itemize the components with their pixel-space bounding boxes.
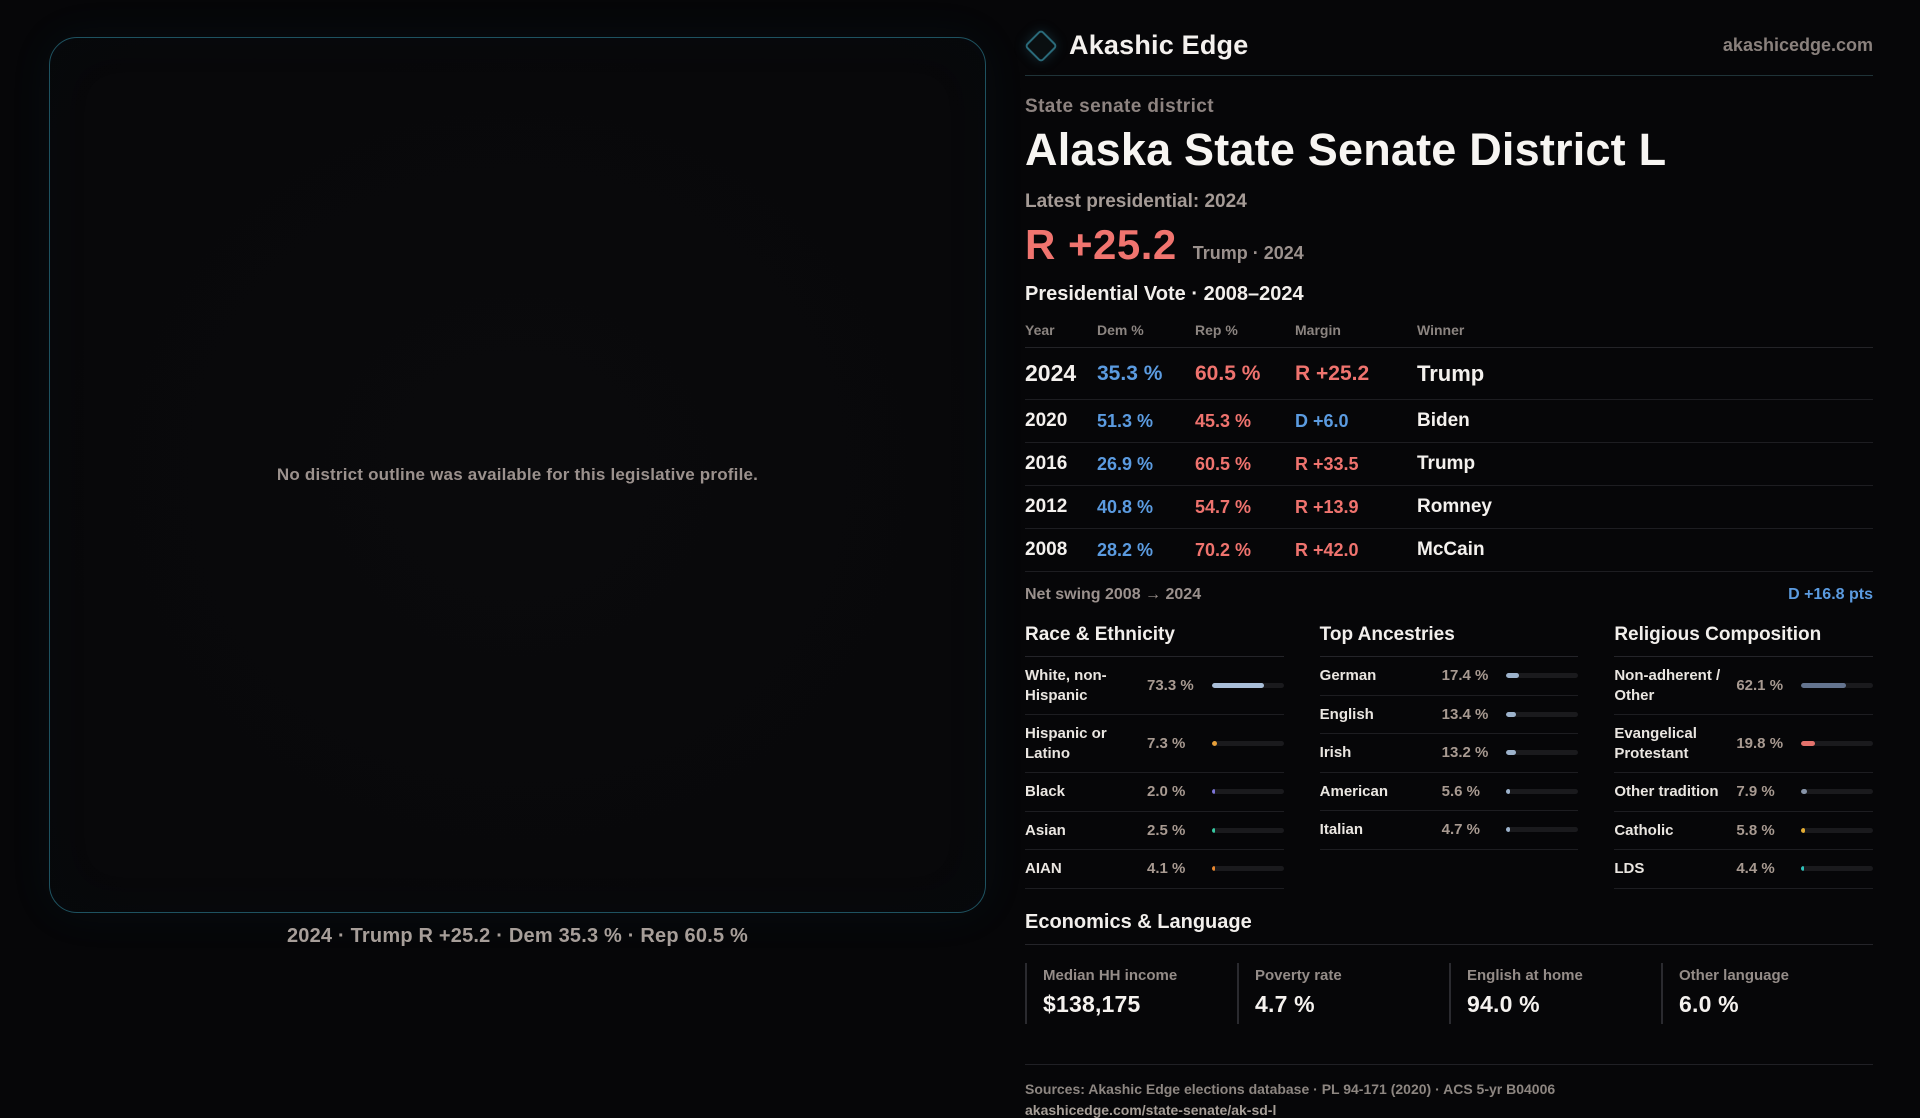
row-year: 2024: [1025, 360, 1077, 386]
demo-bar: [1801, 789, 1873, 794]
page-title: Alaska State Senate District L: [1025, 124, 1667, 175]
list-item: [1025, 657, 1284, 715]
demo-bar: [1212, 828, 1284, 833]
stat-label: English at home: [1467, 966, 1583, 984]
stat-value: 4.7 %: [1255, 990, 1315, 1017]
stat-label: Poverty rate: [1255, 966, 1342, 984]
row-rep: 45.3 %: [1195, 410, 1252, 431]
district-kicker: State senate district: [1025, 96, 1214, 117]
net-swing-label: Net swing 2008 → 2024: [1025, 586, 1202, 603]
row-dem: 51.3 %: [1097, 410, 1154, 431]
row-rep: 60.5 %: [1195, 453, 1252, 474]
demo-label: Catholic: [1614, 821, 1674, 839]
row-rep: 70.2 %: [1195, 539, 1252, 560]
headline-margin-note: Trump · 2024: [1192, 243, 1304, 263]
demo-value: 19.8 %: [1736, 735, 1784, 752]
col-rep: Rep %: [1195, 322, 1238, 338]
headline-margin-row: [1025, 221, 1873, 269]
list-item: [1025, 715, 1284, 773]
demo-label: White, non-Hispanic: [1025, 667, 1107, 704]
demo-label: LDS: [1614, 860, 1645, 877]
stat-english-at-home: [1449, 963, 1661, 1024]
demo-label: Hispanic or Latino: [1025, 725, 1107, 762]
row-margin: R +13.9: [1295, 496, 1359, 517]
row-winner: Trump: [1417, 360, 1485, 386]
site-link[interactable]: akashicedge.com: [1722, 35, 1873, 55]
demographics-grid: [1025, 624, 1873, 889]
demo-value: 5.8 %: [1736, 821, 1775, 839]
stat-label: Median HH income: [1043, 966, 1178, 984]
economics-title: Economics & Language: [1025, 911, 1873, 945]
header-divider: [1025, 75, 1873, 76]
list-item: [1614, 773, 1873, 812]
demo-bar: [1801, 866, 1873, 871]
demo-label: Non-adherent / Other: [1614, 667, 1721, 704]
demo-value: 2.5 %: [1147, 821, 1186, 839]
stat-other-language: [1661, 963, 1873, 1024]
list-item: [1614, 850, 1873, 889]
demo-label: Italian: [1319, 821, 1364, 838]
net-swing-value: D +16.8 pts: [1788, 586, 1873, 603]
demo-bar: [1801, 683, 1873, 688]
row-margin: R +25.2: [1295, 361, 1370, 385]
demo-bar: [1506, 789, 1578, 794]
footer-permalink-link[interactable]: akashicedge.com/state-senate/ak-sd-l: [1025, 1101, 1277, 1118]
row-year: 2012: [1025, 496, 1068, 517]
list-item: [1025, 773, 1284, 812]
row-dem: 26.9 %: [1097, 453, 1154, 474]
stat-median-hh-income: [1025, 963, 1237, 1024]
demo-label: Other tradition: [1614, 783, 1719, 800]
table-row: [1025, 348, 1873, 400]
row-dem: 28.2 %: [1097, 539, 1154, 560]
stat-value: $138,175: [1043, 990, 1141, 1017]
col-year: Year: [1025, 322, 1055, 338]
section-title: Top Ancestries: [1320, 624, 1579, 657]
row-margin: D +6.0: [1295, 410, 1349, 431]
row-margin: R +42.0: [1295, 539, 1359, 560]
profile-content: [1025, 30, 1873, 1118]
col-winner: Winner: [1417, 322, 1465, 338]
brand-diamond-icon: [1024, 29, 1058, 63]
demo-label: Irish: [1319, 744, 1352, 761]
demo-value: 73.3 %: [1147, 677, 1194, 694]
stat-poverty-rate: [1237, 963, 1449, 1024]
demo-bar: [1506, 827, 1578, 832]
footer-sources: Sources: Akashic Edge elections database · PL 94-171 (2020) · ACS 5-yr B04006: [1025, 1080, 1556, 1097]
section-title: Race & Ethnicity: [1025, 624, 1284, 657]
vote-table-title: Presidential Vote · 2008–2024: [1025, 283, 1304, 305]
table-row: [1025, 443, 1873, 486]
demo-value: 17.4 %: [1441, 667, 1489, 685]
vote-table-header: [1025, 316, 1873, 348]
row-year: 2016: [1025, 453, 1068, 474]
header: [1025, 30, 1873, 61]
list-item: [1614, 657, 1873, 715]
row-dem: 35.3 %: [1097, 361, 1163, 385]
row-year: 2008: [1025, 539, 1068, 560]
demo-bar: [1801, 828, 1873, 833]
demo-bar: [1212, 866, 1284, 871]
stat-label: Other language: [1679, 966, 1790, 984]
list-item: [1320, 657, 1579, 696]
row-winner: Trump: [1417, 453, 1476, 474]
demo-label: Black: [1025, 783, 1066, 800]
row-winner: McCain: [1417, 539, 1485, 560]
demo-value: 4.1 %: [1147, 860, 1186, 878]
list-item: [1320, 773, 1579, 812]
map-caption: 2024 · Trump R +25.2 · Dem 35.3 % · Rep 60.5 %: [286, 925, 749, 947]
list-item: [1025, 812, 1284, 851]
demo-value: 62.1 %: [1736, 677, 1784, 694]
demo-label: Evangelical Protestant: [1614, 725, 1697, 762]
demo-bar: [1212, 741, 1284, 746]
district-map-panel: [49, 37, 986, 913]
demo-value: 5.6 %: [1441, 782, 1481, 800]
demo-value: 4.4 %: [1736, 860, 1775, 878]
demo-label: English: [1319, 705, 1374, 723]
demo-label: German: [1319, 667, 1377, 684]
demo-bar: [1212, 683, 1284, 688]
list-item: [1320, 734, 1579, 773]
list-item: [1614, 812, 1873, 851]
list-item: [1320, 811, 1579, 850]
section-race-ethnicity: [1025, 624, 1284, 889]
section-title: Religious Composition: [1614, 624, 1873, 657]
latest-presidential-label: Latest presidential: 2024: [1025, 191, 1247, 212]
presidential-vote-table: [1025, 316, 1873, 572]
demo-label: AIAN: [1025, 860, 1062, 877]
brand-name[interactable]: Akashic Edge: [1069, 30, 1249, 60]
demo-bar: [1212, 789, 1284, 794]
row-year: 2020: [1025, 410, 1068, 431]
section-top-ancestries: [1320, 624, 1579, 850]
demo-value: 13.2 %: [1441, 744, 1489, 762]
col-dem: Dem %: [1097, 322, 1144, 338]
row-margin: R +33.5: [1295, 453, 1359, 474]
row-winner: Romney: [1417, 496, 1492, 517]
demo-bar: [1506, 673, 1578, 678]
list-item: [1614, 715, 1873, 773]
demo-bar: [1506, 750, 1578, 755]
demo-value: 13.4 %: [1441, 705, 1489, 723]
map-empty-message: No district outline was available for this legislative profile.: [276, 465, 759, 484]
demo-label: Asian: [1025, 821, 1066, 839]
list-item: [1025, 850, 1284, 889]
net-swing-row: [1025, 572, 1873, 612]
demo-value: 2.0 %: [1147, 783, 1186, 801]
table-row: [1025, 486, 1873, 529]
headline-margin-value: R +25.2: [1025, 221, 1177, 268]
demo-value: 7.9 %: [1736, 783, 1775, 801]
demo-label: American: [1319, 782, 1389, 800]
economics-grid: [1025, 963, 1873, 1024]
demo-value: 7.3 %: [1147, 735, 1186, 752]
stat-value: 6.0 %: [1679, 990, 1739, 1017]
list-item: [1320, 696, 1579, 735]
col-margin: Margin: [1295, 322, 1341, 338]
demo-value: 4.7 %: [1441, 821, 1481, 839]
demo-bar: [1506, 712, 1578, 717]
row-dem: 40.8 %: [1097, 496, 1154, 517]
footer: [1025, 1064, 1873, 1118]
row-rep: 54.7 %: [1195, 496, 1252, 517]
row-winner: Biden: [1417, 410, 1470, 431]
table-row: [1025, 400, 1873, 443]
stat-value: 94.0 %: [1467, 990, 1540, 1017]
demo-bar: [1801, 741, 1873, 746]
table-row: [1025, 529, 1873, 572]
row-rep: 60.5 %: [1195, 361, 1261, 385]
section-religious-composition: [1614, 624, 1873, 889]
